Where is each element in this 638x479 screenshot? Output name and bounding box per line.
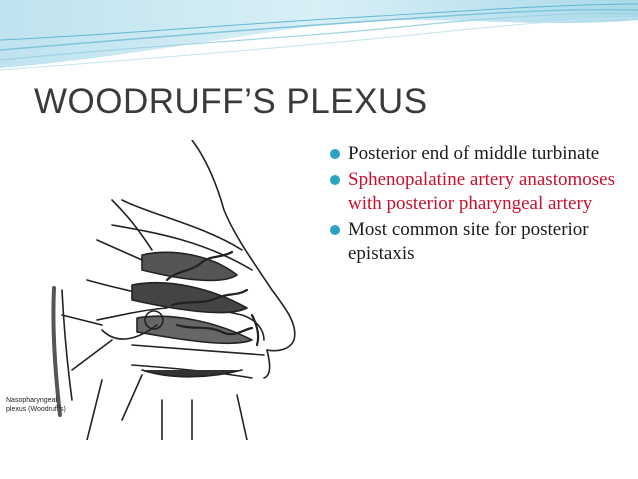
- header-wave-decoration: [0, 0, 638, 80]
- bullet-text: Posterior end of middle turbinate: [348, 143, 600, 164]
- bullet-item-highlighted: [328, 168, 628, 216]
- bullet-dot-icon: [330, 225, 340, 235]
- bullet-dot-icon: [330, 175, 340, 185]
- bullet-text: Most common site for posterior epistaxis: [348, 219, 589, 264]
- diagram-caption-line2: plexus (Woodruff's): [6, 406, 66, 413]
- diagram-caption: [6, 396, 86, 414]
- slide-title: WOODRUFF’S PLEXUS: [34, 82, 428, 121]
- bullet-item: [328, 142, 628, 166]
- bullet-text: Sphenopalatine artery anastomoses with posterior pharyngeal artery: [348, 169, 615, 214]
- nasal-anatomy-diagram: [2, 140, 326, 440]
- bullet-list: [328, 142, 628, 268]
- bullet-item: [328, 218, 628, 266]
- diagram-caption-line1: Nasopharyngeal: [6, 397, 57, 404]
- bullet-dot-icon: [330, 149, 340, 159]
